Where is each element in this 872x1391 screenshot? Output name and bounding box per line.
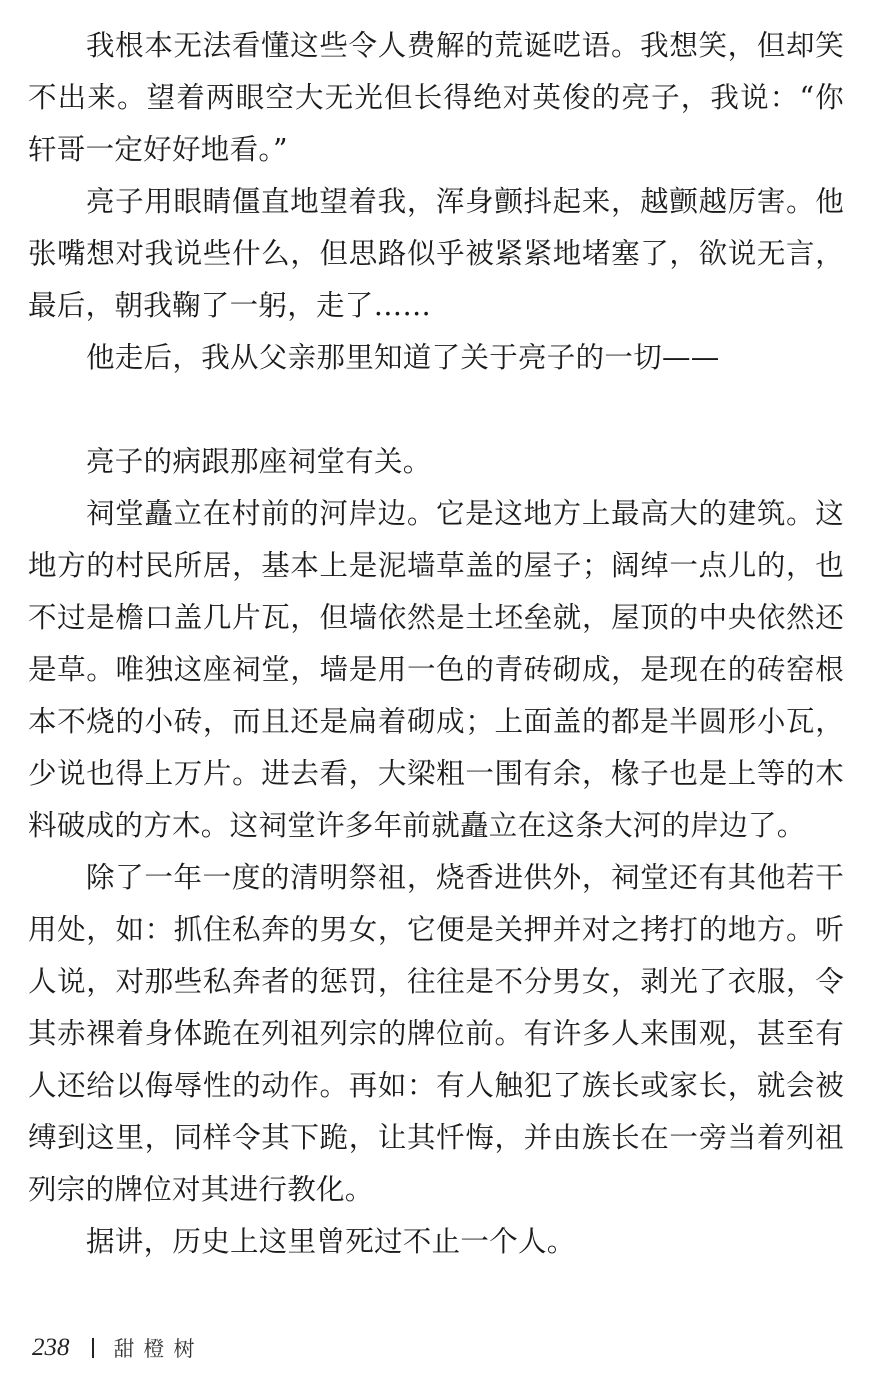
- paragraph: 亮子用眼睛僵直地望着我，浑身颤抖起来，越颤越厉害。他张嘴想对我说些什么，但思路似乎被紧紧地堵塞了，欲说无言，最后，朝我鞠了一躬，走了……: [28, 185, 844, 322]
- paragraph: 据讲，历史上这里曾死过不止一个人。: [86, 1225, 576, 1258]
- paragraph: 祠堂矗立在村前的河岸边。它是这地方上最高大的建筑。这地方的村民所居，基本上是泥墙草盖的屋子；阔绰一点儿的，也不过是檐口盖几片瓦，但墙依然是土坯垒就，屋顶的中央依然还是草。唯独这座祠堂，墙是用一色的青砖砌成，是现在的砖窑根本不烧的小砖，而且还是扁着砌成；上面盖的都是半圆形小瓦，少说也得上万片。进去看，大梁粗一围有余，椽子也是上等的木料破成的方木。这祠堂许多年前就矗立在这条大河的岸边了。: [28, 497, 844, 842]
- paragraph: 除了一年一度的清明祭祖，烧香进供外，祠堂还有其他若干用处，如：抓住私奔的男女，它便是关押并对之拷打的地方。听人说，对那些私奔者的惩罚，往往是不分男女，剥光了衣服，令其赤裸着身体跪在列祖列宗的牌位前。有许多人来围观，甚至有人还给以侮辱性的动作。再如：有人触犯了族长或家长，就会被缚到这里，同样令其下跪，让其忏悔，并由族长在一旁当着列祖列宗的牌位对其进行教化。: [28, 861, 844, 1206]
- section-break: [28, 384, 844, 436]
- paragraph: 他走后，我从父亲那里知道了关于亮子的一切——: [86, 341, 720, 374]
- paragraph: 亮子的病跟那座祠堂有关。: [86, 445, 432, 478]
- footer-divider: [92, 1338, 94, 1358]
- book-title: 甜橙树: [113, 1337, 204, 1361]
- page-body: [28, 20, 844, 1268]
- page-footer: [32, 1333, 204, 1363]
- page-number: 238: [32, 1334, 70, 1361]
- paragraph: 我根本无法看懂这些令人费解的荒诞呓语。我想笑，但却笑不出来。望着两眼空大无光但长得绝对英俊的亮子，我说：“你轩哥一定好好地看。”: [28, 29, 844, 166]
